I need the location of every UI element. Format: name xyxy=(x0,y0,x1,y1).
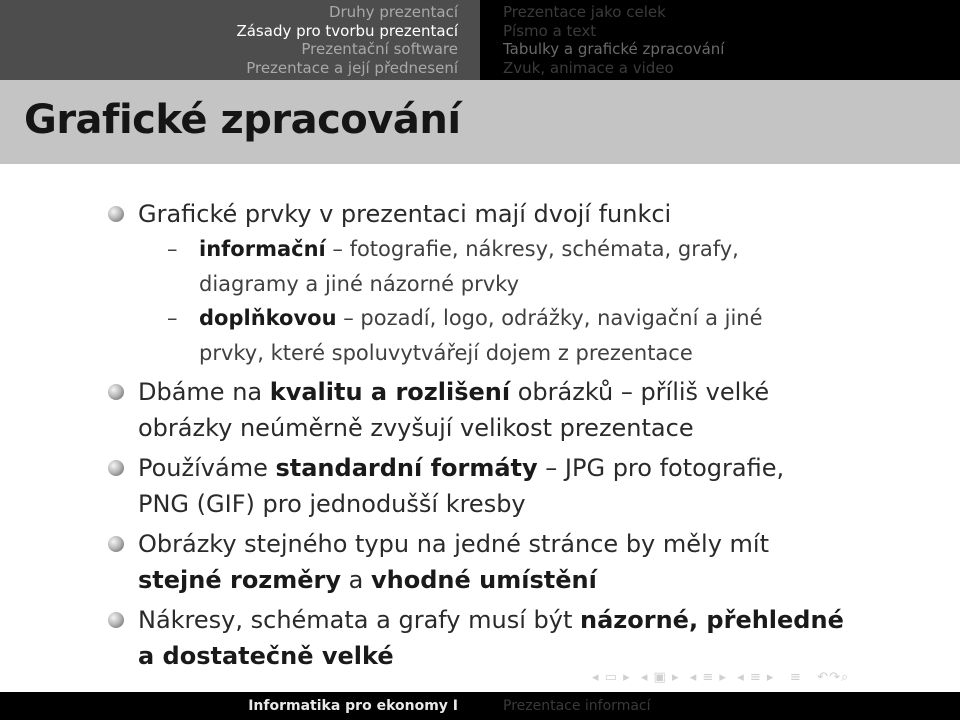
sub-item xyxy=(0,232,960,301)
bullet-text: PNG (GIF) pro jednodušší kresby xyxy=(138,490,526,518)
bullet-ball-icon xyxy=(108,384,124,400)
footer-course-title: Informatika pro ekonomy I xyxy=(0,692,480,720)
bullet-bold: názorné, přehledné xyxy=(580,606,844,634)
bullet-text: a xyxy=(341,566,372,594)
dash-icon: – xyxy=(167,306,178,330)
bullet-bold: stejné rozměry xyxy=(138,566,342,594)
bullet-bold: vhodné umístění xyxy=(371,566,597,594)
bullet-text: Obrázky stejného typu na jedné stránce by měly mít xyxy=(138,530,769,558)
bullet-bold: kvalitu a rozlišení xyxy=(269,378,511,406)
nav-subsection-tabulky[interactable]: Tabulky a grafické zpracování xyxy=(503,40,725,58)
bullet-text: obrázky neúměrně zvyšují velikost prezentace xyxy=(138,414,694,442)
nav-section-druhy-prezentaci[interactable]: Druhy prezentací xyxy=(328,3,458,21)
sub-item-bold: informační xyxy=(199,237,326,261)
frame-title: Grafické zpracování xyxy=(24,97,461,143)
frame-title-bar xyxy=(0,80,960,164)
bullet-text: obrázků – příliš velké xyxy=(510,378,770,406)
bullet-item xyxy=(0,526,960,598)
bullet-text: – JPG pro fotografie, xyxy=(537,454,785,482)
sub-item-text: – fotografie, nákresy, schémata, grafy, xyxy=(325,237,739,261)
bullet-ball-icon xyxy=(108,460,124,476)
bullet-text: Dbáme na xyxy=(138,378,270,406)
subsection-nav xyxy=(480,0,960,80)
bullet-bold: standardní formáty xyxy=(275,454,538,482)
slide-content xyxy=(0,196,960,674)
bullet-text: Nákresy, schémata a grafy musí být xyxy=(138,606,581,634)
sub-item-text: – pozadí, logo, odrážky, navigační a jiné xyxy=(336,306,763,330)
bullet-item xyxy=(0,374,960,446)
bullet-text: Grafické prvky v prezentaci mají dvojí funkci xyxy=(138,200,672,228)
nav-search-icon[interactable]: ↶↷⌕ xyxy=(817,670,850,685)
nav-section-icon[interactable]: ◂ ≡ ▸ xyxy=(737,670,775,685)
nav-section-zasady[interactable]: Zásady pro tvorbu prezentací xyxy=(236,21,458,40)
sub-item-text: prvky, které spoluvytvářejí dojem z prezentace xyxy=(199,340,693,365)
nav-first-icon[interactable]: ◂ ▭ ▸ xyxy=(592,670,631,685)
nav-subsection-icon[interactable]: ◂ ≡ ▸ xyxy=(689,670,727,685)
nav-align-icon[interactable]: ≡ xyxy=(789,670,802,685)
beamer-navigation-symbols xyxy=(592,670,849,685)
bullet-text: Používáme xyxy=(138,454,276,482)
nav-section-software[interactable]: Prezentační software xyxy=(301,40,458,58)
nav-subsection-celek[interactable]: Prezentace jako celek xyxy=(503,3,666,21)
bullet-item xyxy=(0,450,960,522)
bullet-item xyxy=(0,602,960,674)
bullet-bold: a dostatečně velké xyxy=(138,642,394,670)
footer-lecture-title: Prezentace informací xyxy=(480,692,960,720)
bullet-ball-icon xyxy=(108,612,124,628)
dash-icon: – xyxy=(167,237,178,261)
sub-item xyxy=(0,301,960,370)
sub-item-bold: doplňkovou xyxy=(199,306,337,330)
nav-frame-icon[interactable]: ◂ ▣ ▸ xyxy=(640,670,680,685)
navigation-bar xyxy=(0,0,960,80)
section-nav xyxy=(0,0,480,80)
nav-section-prednes[interactable]: Prezentace a její přednesení xyxy=(246,58,458,77)
bullet-item xyxy=(0,196,960,232)
footline xyxy=(0,692,960,720)
bullet-ball-icon xyxy=(108,206,124,222)
sub-item-text: diagramy a jiné názorné prvky xyxy=(199,271,519,296)
nav-subsection-pismo[interactable]: Písmo a text xyxy=(503,21,597,40)
bullet-ball-icon xyxy=(108,536,124,552)
nav-subsection-zvuk[interactable]: Zvuk, animace a video xyxy=(503,58,674,77)
